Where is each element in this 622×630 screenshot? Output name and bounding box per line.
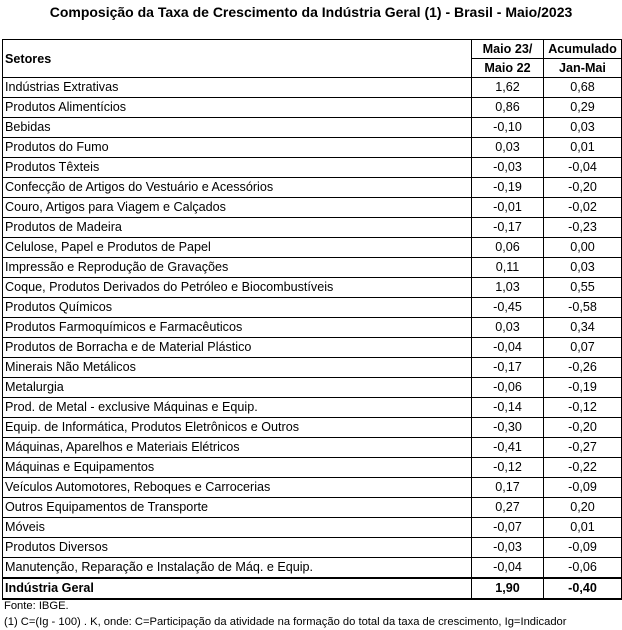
acc-value-cell: -0,20 bbox=[544, 418, 622, 438]
table-row bbox=[3, 278, 622, 298]
table-row bbox=[3, 478, 622, 498]
header-month-line1: Maio 23/ bbox=[472, 40, 544, 59]
sector-cell: Produtos Diversos bbox=[3, 538, 472, 558]
acc-value-cell: 0,00 bbox=[544, 238, 622, 258]
table-row bbox=[3, 358, 622, 378]
month-value-cell: 0,03 bbox=[472, 318, 544, 338]
acc-value-cell: -0,04 bbox=[544, 158, 622, 178]
month-value-cell: 0,86 bbox=[472, 98, 544, 118]
header-acc-line1: Acumulado bbox=[544, 40, 622, 59]
month-value-cell: -0,04 bbox=[472, 338, 544, 358]
month-value-cell: -0,03 bbox=[472, 158, 544, 178]
page-title: Composição da Taxa de Crescimento da Indústria Geral (1) - Brasil - Maio/2023 bbox=[49, 4, 573, 20]
table-row bbox=[3, 458, 622, 478]
month-value-cell: -0,45 bbox=[472, 298, 544, 318]
month-value-cell: -0,14 bbox=[472, 398, 544, 418]
month-value-cell: 0,27 bbox=[472, 498, 544, 518]
sector-cell: Prod. de Metal - exclusive Máquinas e Equip. bbox=[3, 398, 472, 418]
acc-value-cell: -0,19 bbox=[544, 378, 622, 398]
total-month-value: 1,90 bbox=[472, 578, 544, 599]
sector-cell: Indústrias Extrativas bbox=[3, 78, 472, 98]
month-value-cell: -0,10 bbox=[472, 118, 544, 138]
table-total bbox=[3, 578, 622, 599]
acc-value-cell: 0,07 bbox=[544, 338, 622, 358]
sector-cell: Coque, Produtos Derivados do Petróleo e Biocombustíveis bbox=[3, 278, 472, 298]
footnote: (1) C=(Ig - 100) . K, onde: C=Participação da atividade na formação do total da taxa de crescimento, Ig=Indicador bbox=[4, 616, 567, 628]
month-value-cell: -0,04 bbox=[472, 558, 544, 579]
table-row bbox=[3, 178, 622, 198]
month-value-cell: -0,03 bbox=[472, 538, 544, 558]
month-value-cell: 0,11 bbox=[472, 258, 544, 278]
sector-cell: Produtos Químicos bbox=[3, 298, 472, 318]
month-value-cell: -0,01 bbox=[472, 198, 544, 218]
month-value-cell: 0,17 bbox=[472, 478, 544, 498]
total-sector: Indústria Geral bbox=[3, 578, 472, 599]
sector-cell: Equip. de Informática, Produtos Eletrônicos e Outros bbox=[3, 418, 472, 438]
acc-value-cell: 0,01 bbox=[544, 138, 622, 158]
sector-cell: Máquinas, Aparelhos e Materiais Elétricos bbox=[3, 438, 472, 458]
sector-cell: Impressão e Reprodução de Gravações bbox=[3, 258, 472, 278]
table-row bbox=[3, 218, 622, 238]
acc-value-cell: -0,09 bbox=[544, 478, 622, 498]
acc-value-cell: -0,26 bbox=[544, 358, 622, 378]
table-row bbox=[3, 198, 622, 218]
month-value-cell: -0,30 bbox=[472, 418, 544, 438]
table-header bbox=[3, 40, 622, 78]
acc-value-cell: 0,03 bbox=[544, 258, 622, 278]
month-value-cell: -0,07 bbox=[472, 518, 544, 538]
acc-value-cell: -0,02 bbox=[544, 198, 622, 218]
sector-cell: Veículos Automotores, Reboques e Carrocerias bbox=[3, 478, 472, 498]
header-month-line2: Maio 22 bbox=[472, 59, 544, 78]
month-value-cell: -0,17 bbox=[472, 358, 544, 378]
table-row bbox=[3, 298, 622, 318]
total-acc-value: -0,40 bbox=[544, 578, 622, 599]
table-row bbox=[3, 418, 622, 438]
table-row bbox=[3, 158, 622, 178]
table-row bbox=[3, 498, 622, 518]
month-value-cell: -0,41 bbox=[472, 438, 544, 458]
sector-cell: Produtos de Borracha e de Material Plástico bbox=[3, 338, 472, 358]
sector-cell: Metalurgia bbox=[3, 378, 472, 398]
sector-cell: Celulose, Papel e Produtos de Papel bbox=[3, 238, 472, 258]
acc-value-cell: 0,55 bbox=[544, 278, 622, 298]
table-row bbox=[3, 238, 622, 258]
sector-cell: Bebidas bbox=[3, 118, 472, 138]
sector-cell: Produtos Têxteis bbox=[3, 158, 472, 178]
acc-value-cell: -0,12 bbox=[544, 398, 622, 418]
acc-value-cell: 0,29 bbox=[544, 98, 622, 118]
table-row bbox=[3, 378, 622, 398]
sector-cell: Móveis bbox=[3, 518, 472, 538]
acc-value-cell: -0,22 bbox=[544, 458, 622, 478]
table-row bbox=[3, 338, 622, 358]
month-value-cell: -0,12 bbox=[472, 458, 544, 478]
table-row bbox=[3, 558, 622, 579]
sector-cell: Produtos Farmoquímicos e Farmacêuticos bbox=[3, 318, 472, 338]
acc-value-cell: 0,01 bbox=[544, 518, 622, 538]
sector-cell: Produtos Alimentícios bbox=[3, 98, 472, 118]
table-row bbox=[3, 538, 622, 558]
month-value-cell: 0,06 bbox=[472, 238, 544, 258]
acc-value-cell: 0,20 bbox=[544, 498, 622, 518]
month-value-cell: 1,03 bbox=[472, 278, 544, 298]
total-row bbox=[3, 578, 622, 599]
table-row bbox=[3, 258, 622, 278]
month-value-cell: -0,19 bbox=[472, 178, 544, 198]
acc-value-cell: 0,03 bbox=[544, 118, 622, 138]
sector-cell: Minerais Não Metálicos bbox=[3, 358, 472, 378]
acc-value-cell: -0,09 bbox=[544, 538, 622, 558]
month-value-cell: 1,62 bbox=[472, 78, 544, 98]
table-row bbox=[3, 398, 622, 418]
header-sector: Setores bbox=[3, 40, 472, 78]
table-row bbox=[3, 78, 622, 98]
header-acc-line2: Jan-Mai bbox=[544, 59, 622, 78]
growth-composition-table bbox=[2, 39, 622, 600]
acc-value-cell: -0,20 bbox=[544, 178, 622, 198]
month-value-cell: 0,03 bbox=[472, 138, 544, 158]
acc-value-cell: 0,34 bbox=[544, 318, 622, 338]
month-value-cell: -0,06 bbox=[472, 378, 544, 398]
table-row bbox=[3, 518, 622, 538]
sector-cell: Máquinas e Equipamentos bbox=[3, 458, 472, 478]
table-body bbox=[3, 78, 622, 579]
table-row bbox=[3, 118, 622, 138]
table-row bbox=[3, 138, 622, 158]
month-value-cell: -0,17 bbox=[472, 218, 544, 238]
table-row bbox=[3, 438, 622, 458]
sector-cell: Outros Equipamentos de Transporte bbox=[3, 498, 472, 518]
acc-value-cell: 0,68 bbox=[544, 78, 622, 98]
sector-cell: Confecção de Artigos do Vestuário e Acessórios bbox=[3, 178, 472, 198]
sector-cell: Produtos do Fumo bbox=[3, 138, 472, 158]
acc-value-cell: -0,23 bbox=[544, 218, 622, 238]
source-note: Fonte: IBGE. bbox=[4, 600, 69, 612]
table-row bbox=[3, 318, 622, 338]
sector-cell: Manutenção, Reparação e Instalação de Máq. e Equip. bbox=[3, 558, 472, 579]
acc-value-cell: -0,27 bbox=[544, 438, 622, 458]
acc-value-cell: -0,58 bbox=[544, 298, 622, 318]
sector-cell: Couro, Artigos para Viagem e Calçados bbox=[3, 198, 472, 218]
acc-value-cell: -0,06 bbox=[544, 558, 622, 579]
notes bbox=[4, 598, 567, 630]
sector-cell: Produtos de Madeira bbox=[3, 218, 472, 238]
table-row bbox=[3, 98, 622, 118]
